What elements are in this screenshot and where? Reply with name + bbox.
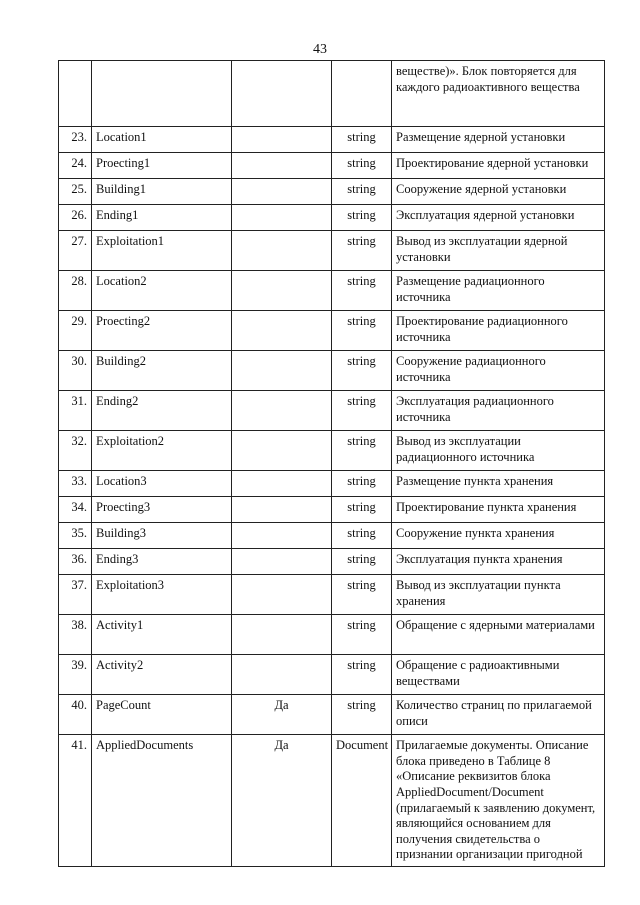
row-number: 24.: [59, 153, 92, 179]
data-type: string: [332, 575, 392, 615]
description: веществе)». Блок повторяется для каждого радиоактивного вещества: [392, 61, 605, 127]
table-row: [59, 179, 605, 205]
description: Размещение пункта хранения: [392, 471, 605, 497]
attribute-name: Building3: [92, 523, 232, 549]
table-row: [59, 655, 605, 695]
required-flag: [232, 351, 332, 391]
table-row: [59, 231, 605, 271]
table-row: [59, 523, 605, 549]
description: Сооружение пункта хранения: [392, 523, 605, 549]
table-row: [59, 271, 605, 311]
data-type: string: [332, 311, 392, 351]
table-row: [59, 471, 605, 497]
data-type: string: [332, 431, 392, 471]
description: Проектирование пункта хранения: [392, 497, 605, 523]
data-type: [332, 61, 392, 127]
required-flag: [232, 127, 332, 153]
table-row: [59, 735, 605, 867]
description: Эксплуатация пункта хранения: [392, 549, 605, 575]
page-number: 43: [313, 42, 327, 57]
row-number: 38.: [59, 615, 92, 655]
required-flag: Да: [232, 695, 332, 735]
attribute-name: Activity2: [92, 655, 232, 695]
row-number: 23.: [59, 127, 92, 153]
attributes-table: [58, 60, 605, 867]
row-number: 32.: [59, 431, 92, 471]
data-type: string: [332, 549, 392, 575]
description: Вывод из эксплуатации пункта хранения: [392, 575, 605, 615]
description: Сооружение ядерной установки: [392, 179, 605, 205]
table-row: [59, 205, 605, 231]
data-type: string: [332, 655, 392, 695]
attribute-name: Proecting3: [92, 497, 232, 523]
table-row: [59, 575, 605, 615]
attribute-name: Location2: [92, 271, 232, 311]
row-number: 34.: [59, 497, 92, 523]
data-type: string: [332, 153, 392, 179]
data-type: string: [332, 471, 392, 497]
required-flag: [232, 471, 332, 497]
required-flag: [232, 549, 332, 575]
row-number: 25.: [59, 179, 92, 205]
required-flag: [232, 523, 332, 549]
required-flag: [232, 61, 332, 127]
description: Эксплуатация ядерной установки: [392, 205, 605, 231]
description: Сооружение радиационного источника: [392, 351, 605, 391]
attribute-name: Building1: [92, 179, 232, 205]
row-number: 39.: [59, 655, 92, 695]
table-row: [59, 615, 605, 655]
data-type: string: [332, 523, 392, 549]
row-number: 40.: [59, 695, 92, 735]
required-flag: [232, 311, 332, 351]
required-flag: [232, 655, 332, 695]
required-flag: [232, 153, 332, 179]
data-type: string: [332, 351, 392, 391]
attribute-name: Building2: [92, 351, 232, 391]
description: Проектирование ядерной установки: [392, 153, 605, 179]
attribute-name: Ending1: [92, 205, 232, 231]
row-number: 36.: [59, 549, 92, 575]
row-number: 35.: [59, 523, 92, 549]
row-number: 29.: [59, 311, 92, 351]
data-type: string: [332, 615, 392, 655]
description: Обращение с ядерными материалами: [392, 615, 605, 655]
table-row: [59, 351, 605, 391]
row-number: [59, 61, 92, 127]
table-row: [59, 431, 605, 471]
data-type: string: [332, 271, 392, 311]
data-type: string: [332, 205, 392, 231]
attribute-name: Location3: [92, 471, 232, 497]
table-row: [59, 127, 605, 153]
row-number: 27.: [59, 231, 92, 271]
attribute-name: Proecting2: [92, 311, 232, 351]
table-row: [59, 391, 605, 431]
required-flag: [232, 271, 332, 311]
data-type: Document: [332, 735, 392, 867]
required-flag: [232, 431, 332, 471]
attribute-name: Exploitation2: [92, 431, 232, 471]
attribute-name: PageCount: [92, 695, 232, 735]
data-type: string: [332, 497, 392, 523]
data-type: string: [332, 127, 392, 153]
required-flag: [232, 615, 332, 655]
data-type: string: [332, 179, 392, 205]
table-row: [59, 695, 605, 735]
description: Вывод из эксплуатации ядерной установки: [392, 231, 605, 271]
required-flag: Да: [232, 735, 332, 867]
attribute-name: Exploitation3: [92, 575, 232, 615]
row-number: 41.: [59, 735, 92, 867]
table-row: [59, 311, 605, 351]
description: Размещение радиационного источника: [392, 271, 605, 311]
description: Обращение с радиоактивными веществами: [392, 655, 605, 695]
data-type: string: [332, 231, 392, 271]
table-row: [59, 153, 605, 179]
required-flag: [232, 497, 332, 523]
row-number: 37.: [59, 575, 92, 615]
attribute-name: Ending3: [92, 549, 232, 575]
table-row: [59, 61, 605, 127]
required-flag: [232, 179, 332, 205]
description: Прилагаемые документы. Описание блока приведено в Таблице 8 «Описание реквизитов блока AppliedDocument/Document (прилагаемый к заявлению документ, являющийся основанием для получения свидетельства о признании организации пригодной: [392, 735, 605, 867]
required-flag: [232, 205, 332, 231]
attribute-name: Ending2: [92, 391, 232, 431]
required-flag: [232, 391, 332, 431]
row-number: 30.: [59, 351, 92, 391]
description: Вывод из эксплуатации радиационного источника: [392, 431, 605, 471]
row-number: 33.: [59, 471, 92, 497]
attribute-name: [92, 61, 232, 127]
data-type: string: [332, 695, 392, 735]
required-flag: [232, 575, 332, 615]
description: Количество страниц по прилагаемой описи: [392, 695, 605, 735]
required-flag: [232, 231, 332, 271]
description: Проектирование радиационного источника: [392, 311, 605, 351]
table-row: [59, 549, 605, 575]
description: Размещение ядерной установки: [392, 127, 605, 153]
description: Эксплуатация радиационного источника: [392, 391, 605, 431]
attribute-name: Exploitation1: [92, 231, 232, 271]
row-number: 31.: [59, 391, 92, 431]
attribute-name: Activity1: [92, 615, 232, 655]
attribute-name: Location1: [92, 127, 232, 153]
data-type: string: [332, 391, 392, 431]
attribute-name: Proecting1: [92, 153, 232, 179]
row-number: 28.: [59, 271, 92, 311]
attribute-name: AppliedDocuments: [92, 735, 232, 867]
table-row: [59, 497, 605, 523]
row-number: 26.: [59, 205, 92, 231]
